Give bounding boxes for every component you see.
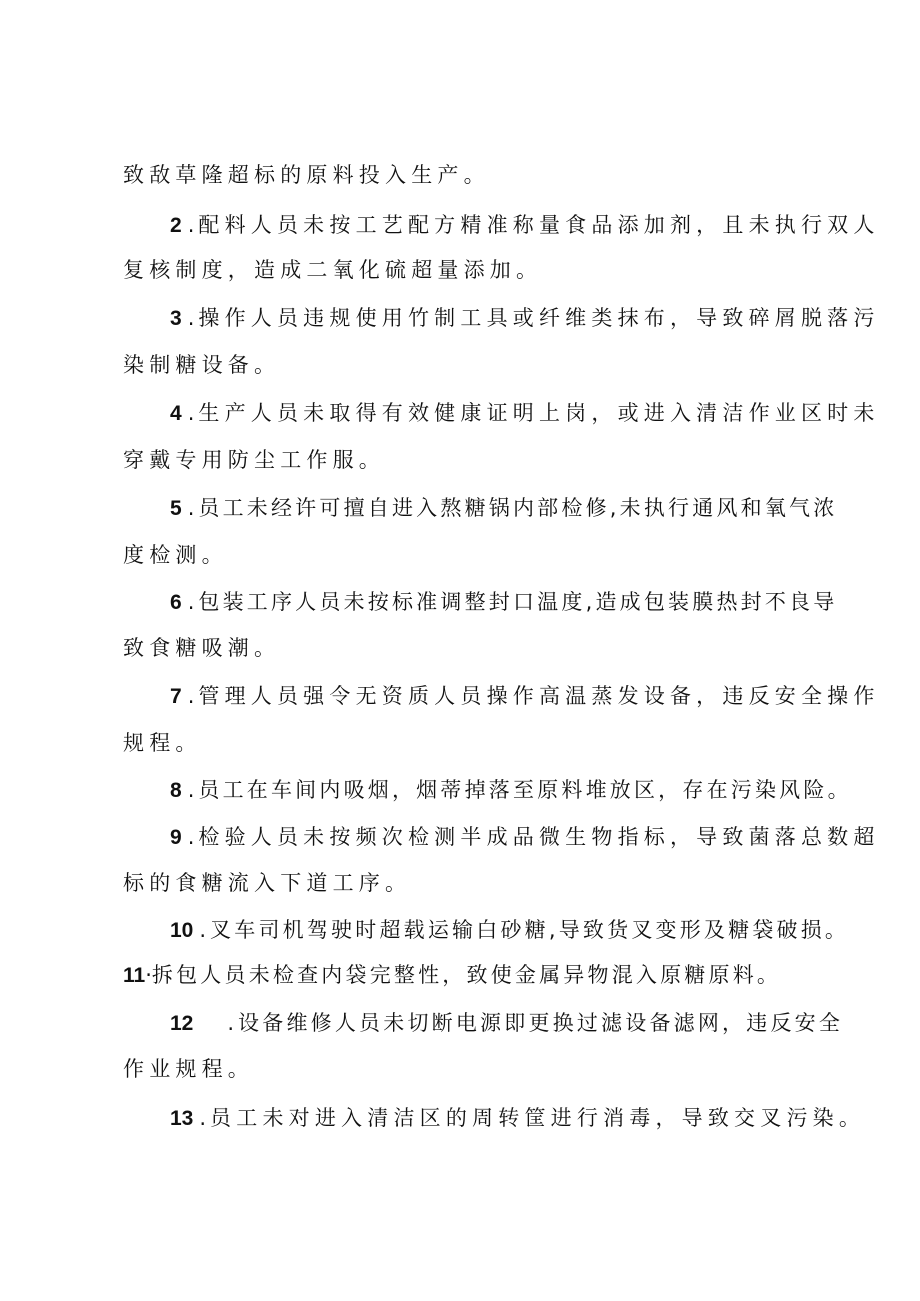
item-number: 3 (170, 307, 182, 330)
item-separator: . (187, 825, 195, 849)
list-item-7 (170, 681, 880, 712)
item-number: 4 (170, 402, 182, 425)
text-line-9-cont: 标的食糖流入下道工序。 (123, 871, 412, 895)
item-text: 员工未经许可擅自进入熬糖锅内部检修,未执行通风和氧气浓 (198, 496, 838, 520)
item-number: 11 (123, 964, 146, 987)
list-item-4 (170, 398, 880, 429)
item-separator: . (187, 401, 195, 425)
item-text: 员工未对进入清洁区的周转筐进行消毒，导致交叉污染。 (210, 1106, 866, 1130)
item-number: 2 (170, 214, 182, 237)
item-number: 12 (170, 1012, 194, 1035)
item-number: 7 (170, 685, 182, 708)
item-separator: . (187, 590, 195, 614)
list-item-11 (123, 960, 781, 991)
item-separator: . (187, 496, 195, 520)
item-number: 6 (170, 591, 182, 614)
item-separator: . (187, 306, 195, 330)
item-text: 检验人员未按频次检测半成品微生物指标，导致菌落总数超 (198, 825, 880, 849)
item-separator: . (199, 918, 207, 942)
item-text: 员工在车间内吸烟，烟蒂掉落至原料堆放区，存在污染风险。 (198, 778, 852, 802)
list-item-13 (170, 1103, 865, 1134)
item-number: 8 (170, 779, 182, 802)
text-line-3-cont: 染制糖设备。 (123, 353, 281, 377)
item-separator: . (227, 1011, 235, 1035)
item-text: 设备维修人员未切断电源即更换过滤设备滤网，违反安全 (238, 1011, 844, 1035)
list-item-9 (170, 822, 880, 853)
text-line-1: 致敌草隆超标的原料投入生产。 (123, 163, 490, 187)
item-separator: . (187, 213, 195, 237)
list-item-8 (170, 775, 852, 806)
list-item-6 (170, 587, 837, 618)
item-text: 拆包人员未检查内袋完整性，致使金属异物混入原糖原料。 (151, 963, 782, 987)
list-item-2 (170, 210, 880, 241)
text-line-4-cont: 穿戴专用防尘工作服。 (123, 448, 385, 472)
item-text: 包装工序人员未按标准调整封口温度,造成包装膜热封不良导 (198, 590, 838, 614)
item-number: 10 (170, 919, 194, 942)
text-line-2-cont: 复核制度，造成二氧化硫超量添加。 (123, 258, 543, 282)
item-separator: . (199, 1106, 207, 1130)
item-text: 操作人员违规使用竹制工具或纤维类抹布，导致碎屑脱落污 (198, 306, 880, 330)
list-item-10 (170, 915, 849, 946)
item-number: 5 (170, 497, 182, 520)
item-number: 13 (170, 1107, 194, 1130)
list-item-5 (170, 493, 837, 524)
item-separator: . (187, 778, 195, 802)
item-text: 生产人员未取得有效健康证明上岗，或进入清洁作业区时未 (198, 401, 880, 425)
text-line-12-cont: 作业规程。 (123, 1057, 254, 1081)
text-line-7-cont: 规程。 (123, 731, 202, 755)
list-item-3 (170, 303, 880, 334)
list-item-12 (170, 1008, 843, 1039)
item-number: 9 (170, 826, 182, 849)
text-line-6-cont: 致食糖吸潮。 (123, 636, 281, 660)
item-text: 管理人员强令无资质人员操作高温蒸发设备，违反安全操作 (198, 684, 880, 708)
text-line-5-cont: 度检测。 (123, 543, 228, 567)
item-separator: · (145, 963, 152, 987)
item-text: 配料人员未按工艺配方精准称量食品添加剂，且未执行双人 (198, 213, 880, 237)
item-separator: . (187, 684, 195, 708)
item-text: 叉车司机驾驶时超载运输白砂糖,导致货叉变形及糖袋破损。 (210, 918, 850, 942)
